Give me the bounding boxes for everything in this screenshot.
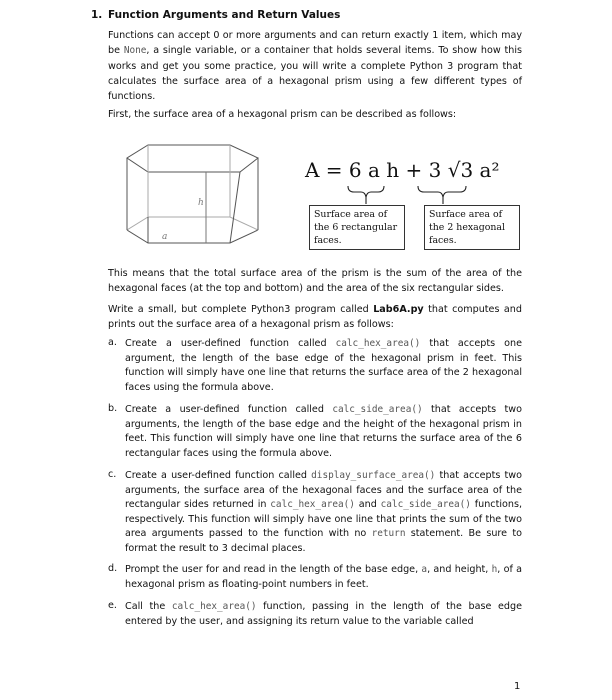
section-heading (91, 9, 340, 21)
list-marker: b. (108, 403, 118, 414)
explanation-paragraph: This means that the total surface area of the prism is the sum of the area of the hexagonal faces (at the top and bottom) and the area of the six rectangular sides. (108, 268, 522, 295)
item-text: Create a user-defined function called (125, 338, 336, 349)
item-text: Prompt the user for and read in the length of the base edge, (125, 564, 422, 575)
item-text: , and height, (427, 564, 492, 575)
item-text: and (354, 499, 381, 511)
section-title: Function Arguments and Return Values (108, 9, 341, 21)
list-marker: a. (108, 337, 117, 348)
item-text: , of a hexagonal prism as floating-point numbers in feet. (125, 564, 522, 590)
item-text: Create a user-defined function called (125, 470, 312, 481)
intro-text-1: Functions can accept 0 or more arguments and can return exactly 1 item, which may be (108, 30, 522, 57)
item-text: that accepts two arguments, the length of the base edge and the height of the hexagonal prism in feet. This function will simply have one line that returns the surface area of the 6 rectangular faces using the formula above. (125, 404, 522, 459)
intro-paragraph (108, 28, 522, 104)
item-text: that accepts one argument, the length of the base edge of the hexagonal prism in feet. This function will simply have one line that returns the surface area of the 2 hexagonal faces using the formula above. (125, 338, 522, 393)
formula-braces (342, 184, 482, 206)
list-marker: e. (108, 600, 117, 611)
section-number: 1. (91, 9, 103, 21)
code-calc-hex-area: calc_hex_area() (171, 601, 257, 612)
code-calc-side-area: calc_side_area() (332, 404, 423, 415)
hexagonal-faces-note: Surface area of the 2 hexagonal faces. (424, 205, 520, 250)
item-text: Create a user-defined function called (125, 404, 333, 415)
program-filename: Lab6A.py (373, 304, 424, 315)
code-h: h (491, 564, 498, 575)
intro-text-2: , a single variable, or a container that holds several items. To show how this works and get you some practice, you will write a complete Python 3 program that calculates the surface area of a hexagonal prism using a few different types of functions. (108, 45, 522, 103)
rectangular-faces-note: Surface area of the 6 rectangular faces. (309, 205, 405, 250)
code-a: a (421, 564, 428, 575)
item-text: that accepts two arguments, the surface area of the hexagonal faces and the surface area of the rectangular sides returned in (125, 470, 522, 511)
formula-intro-paragraph: First, the surface area of a hexagonal prism can be described as follows: (108, 109, 457, 120)
task-text-2: that computes and prints out the surface area of a hexagonal prism as follows: (108, 304, 522, 331)
page-number: 1 (514, 681, 521, 692)
height-label: h (198, 198, 204, 208)
code-return: return (371, 528, 406, 540)
hexagonal-prism-diagram (110, 139, 270, 249)
list-marker: d. (108, 563, 118, 574)
code-calc-side-area: calc_side_area() (380, 499, 471, 511)
surface-area-formula: A = 6 a h + 3 √3 a² (305, 158, 500, 182)
item-text: statement. Be sure to format the result to 3 decimal places. (125, 528, 522, 554)
code-calc-hex-area: calc_hex_area() (335, 338, 421, 349)
item-text: Call the (125, 601, 172, 612)
code-display-surface-area: display_surface_area() (311, 470, 436, 481)
edge-label: a (162, 232, 168, 242)
code-none: None (123, 45, 147, 57)
item-text: functions, respectively. This function will simply have one line that prints the sum of the two area arguments passed to the function with no (125, 499, 523, 540)
code-calc-hex-area: calc_hex_area() (270, 499, 355, 511)
task-text-1: Write a small, but complete Python3 program called (108, 304, 374, 315)
list-marker: c. (108, 469, 117, 480)
task-paragraph (108, 302, 522, 333)
item-text: function, passing in the length of the base edge entered by the user, and assigning its return value to the variable called (125, 601, 522, 627)
